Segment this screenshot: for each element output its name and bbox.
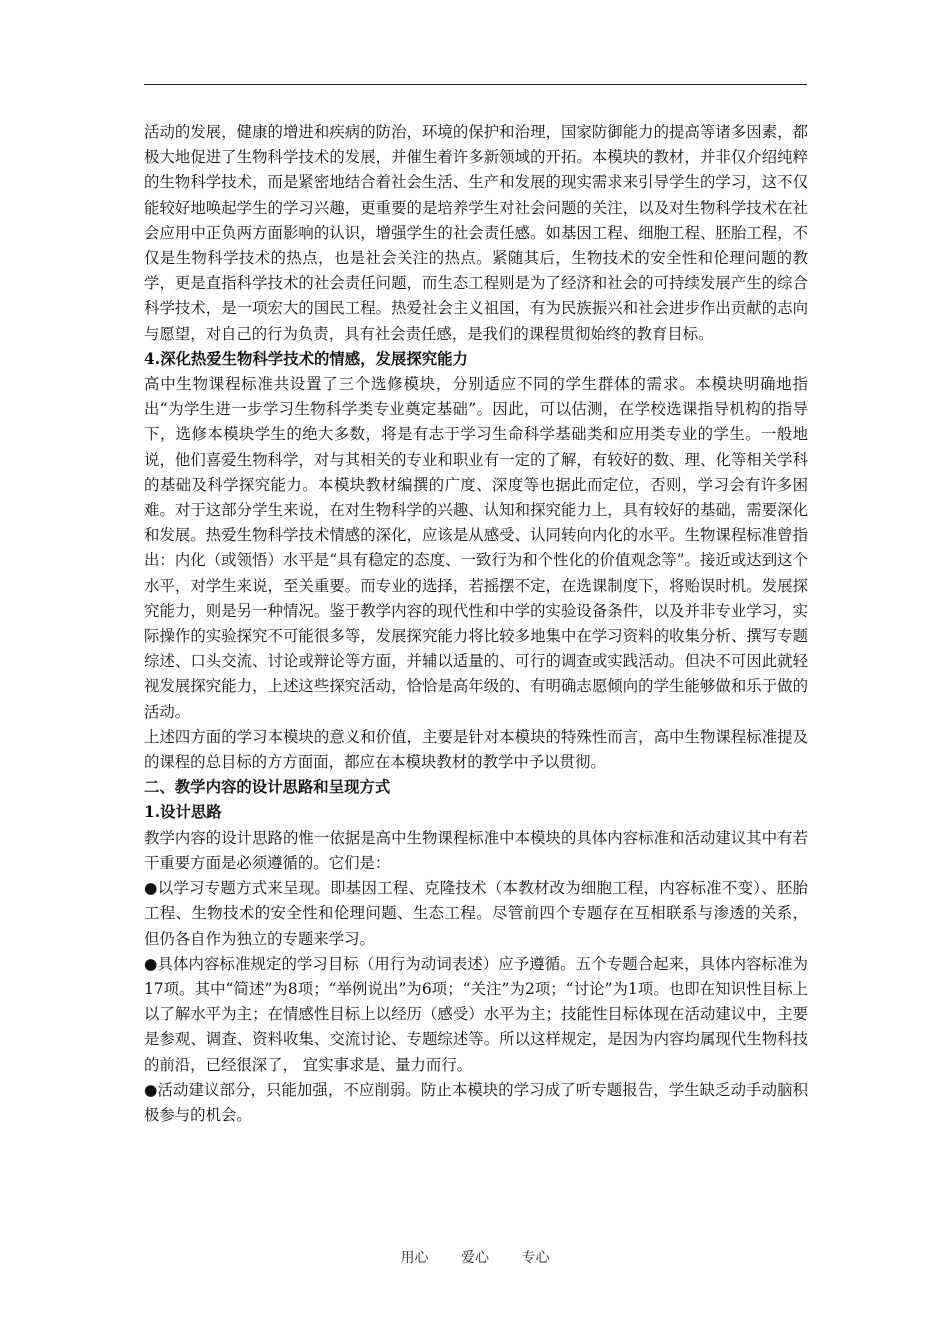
section-heading: 二、教学内容的设计思路和呈现方式 xyxy=(144,778,391,797)
document-body xyxy=(144,120,808,1128)
paragraph: 活动的发展，健康的增进和疾病的防治，环境的保护和治理，国家防御能力的提高等诸多因素，都极大地促进了生物科学技术的发展，并催生着许多新领域的开拓。本模块的教材，并非仅介绍纯粹的生物科学技术，而是紧密地结合着社会生活、生产和发展的现实需求来引导学生的学习，这不仅能较好地唤起学生的学习兴趣，更重要的是培养学生对社会问题的关注，以及对生物科学技术在社会应用中正负两方面影响的认识，增强学生的社会责任感。如基因工程、细胞工程、胚胎工程，不仅是生物科学技术的热点，也是社会关注的热点。紧随其后，生物技术的安全性和伦理问题的教学，更是直指科学技术的社会责任问题，而生态工程则是为了经济和社会的可持续发展产生的综合科学技术，是一项宏大的国民工程。热爱社会主义祖国，有为民族振兴和社会进步作出贡献的志向与愿望，对自己的行为负责，具有社会责任感，是我们的课程贯彻始终的教育目标。 xyxy=(144,123,808,343)
header-rule xyxy=(144,84,807,85)
subsection-heading: 1.设计思路 xyxy=(144,803,222,822)
bullet-item: ●具体内容标准规定的学习目标（用行为动词表述）应予遵循。五个专题合起来，具体内容标准为17项。其中“简述”为8项；“举例说出”为6项；“关注”为2项；“讨论”为1项。也即在知识性目标上以了解水平为主；在情感性目标上以经历（感受）水平为主；技能性目标体现在活动建议中，主要是参观、调查、资料收集、交流讨论、专题综述等。所以这样规定，是因为内容均属现代生物科技的前沿，已经很深了， 宜实事求是、量力而行。 xyxy=(144,954,808,1074)
footer-text: 爱心 xyxy=(461,1250,489,1266)
page-footer xyxy=(0,1247,950,1267)
paragraph: 教学内容的设计思路的惟一依据是高中生物课程标准中本模块的具体内容标准和活动建议其中有若干重要方面是必须遵循的。它们是： xyxy=(144,828,808,872)
bullet-item: ●活动建议部分，只能加强，不应削弱。防止本模块的学习成了听专题报告，学生缺乏动手动脑积极参与的机会。 xyxy=(144,1080,808,1124)
paragraph: 上述四方面的学习本模块的意义和价值，主要是针对本模块的特殊性而言，高中生物课程标准提及的课程的总目标的方方面面，都应在本模块教材的教学中予以贯彻。 xyxy=(144,727,808,772)
footer-text: 专心 xyxy=(521,1250,550,1266)
bullet-item: ●以学习专题方式来呈现。即基因工程、克隆技术（本教材改为细胞工程，内容标准不变）、胚胎工程、生物技术的安全性和伦理问题、生态工程。尽管前四个专题存在互相联系与渗透的关系， 但仍各自作为独立的专题来学习。 xyxy=(144,879,808,948)
footer-text: 用心 xyxy=(400,1250,429,1266)
section-heading: 4.深化热爱生物科学技术的情感，发展探究能力 xyxy=(144,349,468,368)
paragraph: 高中生物课程标准共设置了三个选修模块，分别适应不同的学生群体的需求。本模块明确地指出“为学生进一步学习生物科学类专业奠定基础”。因此，可以估测，在学校选课指导机构的指导下，选修本模块学生的绝大多数，将是有志于学习生命科学基础类和应用类专业的学生。一般地说，他们喜爱生物科学，对与其相关的专业和职业有一定的了解，有较好的数、理、化等相关学科的基础及科学探究能力。本模块教材编撰的广度、深度等也据此而定位，否则，学习会有许多困难。对于这部分学生来说，在对生物科学的兴趣、认知和探究能力上，具有较好的基础，需要深化和发展。热爱生物科学技术情感的深化，应该是从感受、认同转向内化的水平。生物课程标准曾指出：内化（或领悟）水平是“具有稳定的态度、一致行为和个性化的价值观念等”。接近或达到这个水平，对学生来说，至关重要。而专业的选择，若摇摆不定，在选课制度下，将贻误时机。发展探究能力，则是另一种情况。鉴于教学内容的现代性和中学的实验设备条件，以及并非专业学习，实际操作的实验探究不可能很多等，发展探究能力将比较多地集中在学习资料的收集分析、撰写专题综述、口头交流、讨论或辩论等方面，并辅以适量的、可行的调查或实践活动。但决不可因此就轻视发展探究能力，上述这些探究活动，恰恰是高年级的、有明确志愿倾向的学生能够做和乐于做的活动。 xyxy=(144,375,808,721)
